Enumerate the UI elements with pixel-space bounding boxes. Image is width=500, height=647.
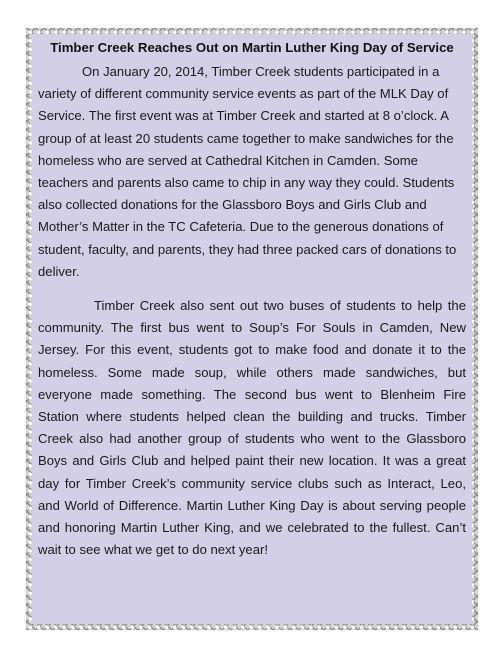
article-paragraph-1: On January 20, 2014, Timber Creek students participated in a variety of different community service events as part of the MLK Day of Service. The first event was at Timber Creek and started at 8 o’clock. A group of at least 20 students came together to make sandwiches for the homeless who are served at Cathedral Kitchen in Camden. Some teachers and parents also came to chip in any way they could. Students also collected donations for the Glassboro Boys and Girls Club and Mother’s Matter in the TC Cafeteria. Due to the generous donations of student, faculty, and parents, they had three packed cars of donations to deliver. xyxy=(38,64,457,279)
decorative-border-frame xyxy=(26,28,478,630)
article-title: Timber Creek Reaches Out on Martin Luther King Day of Service xyxy=(50,40,454,55)
article-paragraph-2: Timber Creek also sent out two buses of students to help the community. The first bus went to Soup’s For Souls in Camden, New Jersey. For this event, students got to make food and donate it to the homeless. Some made soup, while others made sandwiches, but everyone made something. The second bus went to Blenheim Fire Station where students helped clean the building and trucks. Timber Creek also had another group of students who went to the Glassboro Boys and Girls Club and helped paint their new location. It was a great day for Timber Creek’s community service clubs such as Interact, Leo, and World of Difference. Martin Luther King Day is about serving people and honoring Martin Luther King, and we celebrated to the fullest. Can’t wait to see what we get to do next year! xyxy=(38,298,466,558)
article-panel xyxy=(32,34,472,624)
